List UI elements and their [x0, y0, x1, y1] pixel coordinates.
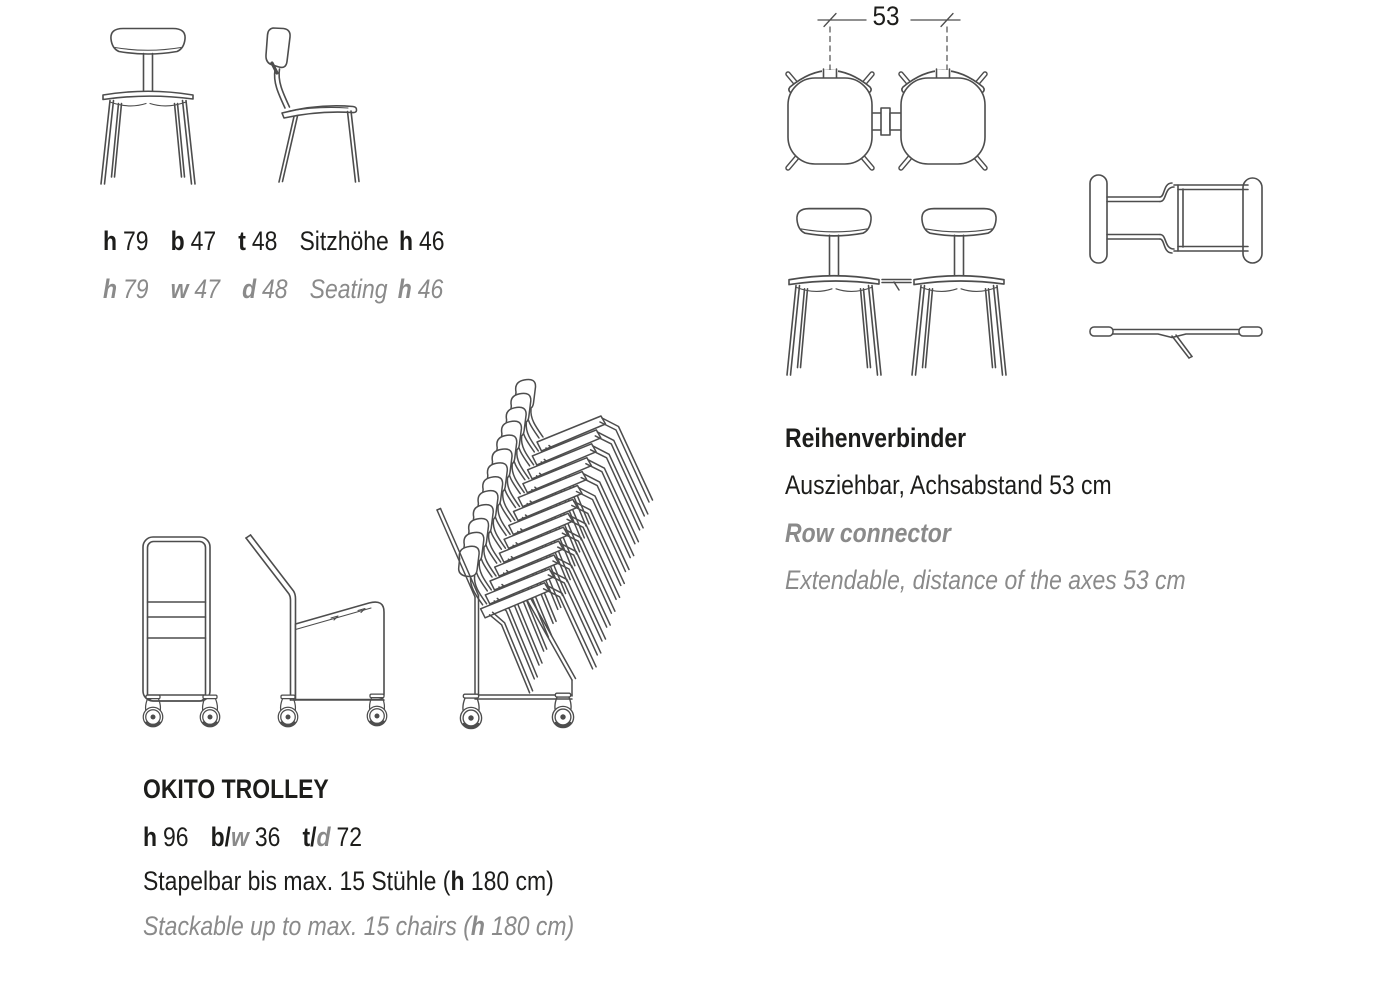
trolley-spec	[143, 822, 362, 853]
chair-front-view-drawing	[97, 27, 199, 187]
trolley-stack-note-en-pre: Stackable up to max. 15 chairs (	[143, 911, 471, 941]
spec-de-h-label: h	[103, 226, 118, 256]
row-connector-description-de-text: Ausziehbar, Achsabstand 53 cm	[785, 470, 1112, 500]
trolley-stack-note-en-post: 180 cm)	[484, 911, 575, 941]
chair-spec-de	[103, 226, 445, 257]
row-connector-top-view-drawing	[1088, 172, 1268, 268]
spec-de-w-value: 47	[190, 226, 217, 256]
row-connector-description-en	[785, 565, 1186, 596]
trolley-spec-w-value: 36	[254, 822, 281, 852]
trolley-side-view-drawing	[238, 527, 403, 745]
trolley-title-text: OKITO TROLLEY	[143, 774, 329, 804]
trolley-spec-h-label: h	[143, 822, 158, 852]
trolley-spec-d-label-de: t/	[302, 822, 317, 852]
trolley-title	[143, 774, 329, 805]
trolley-front-view-drawing	[140, 533, 224, 745]
stacked-chairs-on-trolley-drawing	[423, 373, 658, 751]
spec-en-seat-label: Seating	[309, 274, 388, 304]
spec-en-d-value: 48	[262, 274, 288, 304]
spec-en-seat-h-label: h	[397, 274, 412, 304]
spec-en-seat-h-value: 46	[417, 274, 444, 304]
spec-de-h-value: 79	[122, 226, 149, 256]
trolley-stack-note-en	[143, 911, 574, 942]
spec-en-h-value: 79	[122, 274, 149, 304]
trolley-stack-note-en-h: h	[470, 911, 485, 941]
chair-spec-en	[103, 274, 443, 305]
spec-en-d-label: d	[242, 274, 257, 304]
row-connector-description-en-text: Extendable, distance of the axes 53 cm	[785, 565, 1186, 595]
spec-en-h-label: h	[103, 274, 118, 304]
connected-chairs-front-view-drawing	[778, 203, 1018, 385]
trolley-spec-h-value: 96	[162, 822, 189, 852]
trolley-stack-note-de-h: h	[450, 866, 465, 896]
spec-de-d-value: 48	[251, 226, 278, 256]
row-connector-description-de	[785, 470, 1112, 501]
spec-en-w-value: 47	[194, 274, 220, 304]
spec-en-w-label: w	[170, 274, 189, 304]
trolley-spec-w-label-de: b/	[210, 822, 232, 852]
row-connector-title-de-text: Reihenverbinder	[785, 423, 967, 453]
spec-de-seat-h-value: 46	[418, 226, 445, 256]
trolley-spec-d-label-en: d	[316, 822, 331, 852]
row-connector-title-en	[785, 518, 951, 549]
row-connector-title-en-text: Row connector	[785, 518, 951, 548]
trolley-stack-note-de	[143, 866, 554, 897]
chairs-top-view-drawing	[770, 0, 1020, 185]
spec-de-w-label: b	[170, 226, 185, 256]
spec-de-d-label: t	[238, 226, 246, 256]
trolley-spec-d-value: 72	[336, 822, 363, 852]
spec-de-seat-label: Sitzhöhe	[299, 226, 389, 256]
row-connector-side-view-drawing	[1088, 322, 1268, 366]
row-connector-title-de	[785, 423, 966, 454]
chair-side-view-drawing	[252, 25, 367, 187]
trolley-stack-note-de-pre: Stapelbar bis max. 15 Stühle (	[143, 866, 451, 896]
trolley-spec-w-label-en: w	[231, 822, 249, 852]
spec-de-seat-h-label: h	[398, 226, 414, 256]
axis-distance-dimension-label: 53	[872, 1, 900, 31]
trolley-stack-note-de-post: 180 cm)	[464, 866, 554, 896]
